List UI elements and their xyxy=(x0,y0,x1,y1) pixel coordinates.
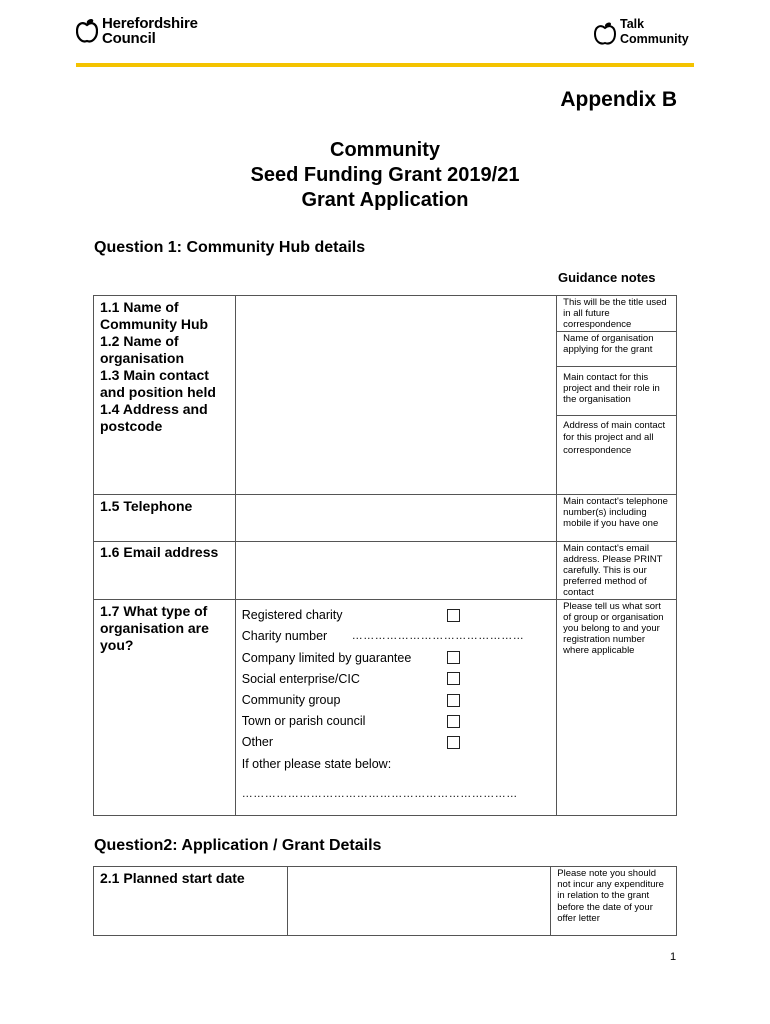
labels-cell xyxy=(94,296,236,495)
guidance-cell: Main contact's telephone number(s) including mobile if you have one xyxy=(557,494,677,541)
org-type-cell xyxy=(235,599,556,815)
option-charity-number: Charity number xyxy=(241,628,328,643)
logo-line2: Community xyxy=(620,32,689,46)
option-registered-charity: Registered charity xyxy=(241,607,343,622)
logo-line1: Herefordshire xyxy=(102,15,198,32)
guidance-cell: This will be the title used in all future correspondence xyxy=(557,296,677,332)
company-limited-checkbox[interactable] xyxy=(447,651,460,664)
guidance-notes-heading: Guidance notes xyxy=(558,270,656,285)
town-parish-checkbox[interactable] xyxy=(447,715,460,728)
appendix-label: Appendix B xyxy=(560,88,677,111)
option-other: Other xyxy=(241,734,274,749)
guidance-cell: Please tell us what sort of group or organisation you belong to and your registration number where applicable xyxy=(557,599,677,815)
hub-details-input[interactable] xyxy=(235,296,556,495)
guidance-cell: Name of organisation applying for the grant xyxy=(557,331,677,366)
herefordshire-council-logo xyxy=(76,14,216,48)
header-divider xyxy=(76,63,694,67)
other-checkbox[interactable] xyxy=(447,736,460,749)
logo-line1: Talk xyxy=(620,17,645,31)
guidance-cell: Address of main contact for this project and all correspondence xyxy=(557,415,677,494)
logo-line2: Council xyxy=(102,30,156,47)
option-social-enterprise: Social enterprise/CIC xyxy=(241,671,360,686)
talk-community-logo xyxy=(594,16,704,48)
guidance-cell: Main contact's email address. Please PRINT carefully. This is our preferred method of contact xyxy=(557,541,677,599)
row-label: 1.4 Address and postcode xyxy=(100,401,208,434)
question2-table xyxy=(93,866,677,936)
row-label: 1.1 Name of Community Hub xyxy=(100,299,209,332)
row-label: 1.2 Name of organisation xyxy=(100,333,185,366)
start-date-input[interactable] xyxy=(288,867,551,936)
label-cell: 2.1 Planned start date xyxy=(94,867,288,936)
table-row xyxy=(94,599,677,815)
other-prompt: If other please state below: xyxy=(241,756,392,771)
question1-table xyxy=(93,295,677,816)
other-details-field[interactable]: ……………………………………………………………… xyxy=(241,787,518,800)
page-number: 1 xyxy=(670,951,677,963)
registered-charity-checkbox[interactable] xyxy=(447,609,460,622)
row-label: 1.3 Main contact and position held xyxy=(100,367,216,400)
table-row xyxy=(94,867,677,936)
option-company-limited: Company limited by guarantee xyxy=(241,650,412,665)
table-row xyxy=(94,494,677,541)
table-row xyxy=(94,296,677,332)
title-line3: Grant Application xyxy=(301,189,469,211)
apple-icon xyxy=(594,22,616,46)
social-enterprise-checkbox[interactable] xyxy=(447,672,460,685)
option-town-parish: Town or parish council xyxy=(241,713,366,728)
community-group-checkbox[interactable] xyxy=(447,694,460,707)
apple-icon xyxy=(76,18,98,44)
label-cell: 1.5 Telephone xyxy=(94,494,236,541)
guidance-cell: Main contact for this project and their role in the organisation xyxy=(557,366,677,415)
title-line1: Community xyxy=(330,139,440,161)
charity-number-field[interactable]: ……………………………………… xyxy=(351,629,525,642)
guidance-cell: Please note you should not incur any expenditure in relation to the grant before the date of your offer letter xyxy=(551,867,677,936)
question1-heading: Question 1: Community Hub details xyxy=(94,239,366,256)
label-cell: 1.6 Email address xyxy=(94,541,236,599)
title-line2: Seed Funding Grant 2019/21 xyxy=(250,164,520,186)
email-input[interactable] xyxy=(235,541,556,599)
option-community-group: Community group xyxy=(241,692,341,707)
telephone-input[interactable] xyxy=(235,494,556,541)
label-cell: 1.7 What type of organisation are you? xyxy=(94,599,236,815)
table-row xyxy=(94,541,677,599)
question2-heading: Question2: Application / Grant Details xyxy=(94,837,382,854)
